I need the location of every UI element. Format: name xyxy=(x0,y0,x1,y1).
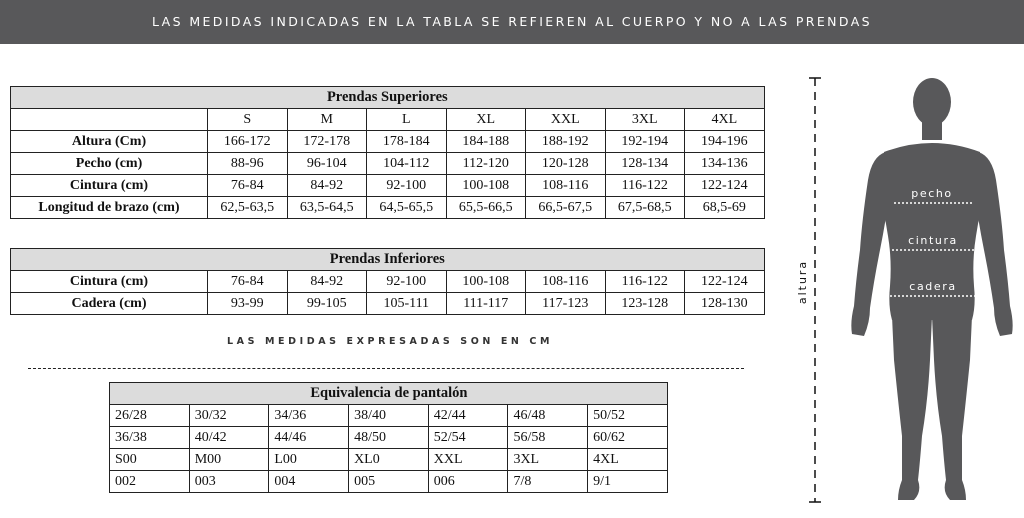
row-label: Altura (Cm) xyxy=(11,131,208,153)
table-cell: 34/36 xyxy=(269,405,349,427)
table-cell: 104-112 xyxy=(367,153,447,175)
table-cell: 40/42 xyxy=(189,427,269,449)
table-cell: 172-178 xyxy=(287,131,367,153)
table-cell: 006 xyxy=(428,471,508,493)
table-cell: 120-128 xyxy=(526,153,606,175)
table-cell: 30/32 xyxy=(189,405,269,427)
table-cell: 134-136 xyxy=(685,153,765,175)
height-label: altura xyxy=(796,259,809,305)
waist-label: cintura xyxy=(908,234,958,247)
table-cell: L00 xyxy=(269,449,349,471)
table-cell: 7/8 xyxy=(508,471,588,493)
table-cell: M00 xyxy=(189,449,269,471)
table-cell: 105-111 xyxy=(367,293,447,315)
table-cell: 66,5-67,5 xyxy=(526,197,606,219)
table-cell: 76-84 xyxy=(208,271,288,293)
table-cell: 67,5-68,5 xyxy=(605,197,685,219)
table-cell: 36/38 xyxy=(110,427,190,449)
table-cell: 88-96 xyxy=(208,153,288,175)
table-cell: XXL xyxy=(428,449,508,471)
table-cell: 92-100 xyxy=(367,271,447,293)
table-cell: 194-196 xyxy=(685,131,765,153)
row-label: Longitud de brazo (cm) xyxy=(11,197,208,219)
table-cell: 192-194 xyxy=(605,131,685,153)
table-cell: 178-184 xyxy=(367,131,447,153)
row-label: Cintura (cm) xyxy=(11,271,208,293)
table-cell: 93-99 xyxy=(208,293,288,315)
table-cell: 108-116 xyxy=(526,271,606,293)
row-label: Cadera (cm) xyxy=(11,293,208,315)
pants-equivalence-table xyxy=(109,382,668,493)
size-header: S xyxy=(208,109,288,131)
table-row xyxy=(11,131,765,153)
table-cell: 96-104 xyxy=(287,153,367,175)
table-cell: 4XL xyxy=(588,449,668,471)
table-cell: 128-134 xyxy=(605,153,685,175)
table-cell: 116-122 xyxy=(605,175,685,197)
table-row xyxy=(110,405,668,427)
table-cell: 002 xyxy=(110,471,190,493)
body-silhouette-figure xyxy=(780,60,1024,516)
table-cell: 52/54 xyxy=(428,427,508,449)
table-cell: 60/62 xyxy=(588,427,668,449)
table-cell: 62,5-63,5 xyxy=(208,197,288,219)
table-cell: 188-192 xyxy=(526,131,606,153)
units-note: LAS MEDIDAS EXPRESADAS SON EN CM xyxy=(226,336,554,347)
table-cell: 44/46 xyxy=(269,427,349,449)
size-header: XL xyxy=(446,109,526,131)
chest-label: pecho xyxy=(911,187,953,200)
table-cell: 003 xyxy=(189,471,269,493)
lower-garments-title: Prendas Inferiores xyxy=(11,249,765,271)
upper-garments-table xyxy=(10,86,765,219)
table-row xyxy=(11,271,765,293)
header-banner: LAS MEDIDAS INDICADAS EN LA TABLA SE REFIEREN AL CUERPO Y NO A LAS PRENDAS xyxy=(0,0,1024,44)
table-row xyxy=(11,175,765,197)
table-cell: 128-130 xyxy=(685,293,765,315)
pants-equivalence-title: Equivalencia de pantalón xyxy=(110,383,668,405)
table-cell: 3XL xyxy=(508,449,588,471)
table-cell: 108-116 xyxy=(526,175,606,197)
table-cell: 100-108 xyxy=(446,175,526,197)
table-cell: 117-123 xyxy=(526,293,606,315)
table-cell: 38/40 xyxy=(349,405,429,427)
table-cell: 68,5-69 xyxy=(685,197,765,219)
size-header-blank xyxy=(11,109,208,131)
table-cell: 166-172 xyxy=(208,131,288,153)
table-cell: 65,5-66,5 xyxy=(446,197,526,219)
table-cell: 92-100 xyxy=(367,175,447,197)
table-row xyxy=(11,293,765,315)
table-cell: 005 xyxy=(349,471,429,493)
table-cell: 64,5-65,5 xyxy=(367,197,447,219)
table-cell: 63,5-64,5 xyxy=(287,197,367,219)
table-cell: 9/1 xyxy=(588,471,668,493)
lower-garments-table xyxy=(10,248,765,315)
size-header: 4XL xyxy=(685,109,765,131)
size-header: XXL xyxy=(526,109,606,131)
table-cell: S00 xyxy=(110,449,190,471)
table-cell: 76-84 xyxy=(208,175,288,197)
size-header: 3XL xyxy=(605,109,685,131)
table-row xyxy=(11,153,765,175)
table-row xyxy=(110,427,668,449)
height-measure-line xyxy=(809,78,821,502)
table-cell: 116-122 xyxy=(605,271,685,293)
table-cell: 122-124 xyxy=(685,175,765,197)
size-header: M xyxy=(287,109,367,131)
table-cell: 84-92 xyxy=(287,271,367,293)
table-cell: 26/28 xyxy=(110,405,190,427)
hip-label: cadera xyxy=(909,280,957,293)
table-cell: XL0 xyxy=(349,449,429,471)
size-header: L xyxy=(367,109,447,131)
table-cell: 004 xyxy=(269,471,349,493)
table-cell: 46/48 xyxy=(508,405,588,427)
table-row xyxy=(11,197,765,219)
table-cell: 56/58 xyxy=(508,427,588,449)
table-cell: 111-117 xyxy=(446,293,526,315)
table-row xyxy=(110,471,668,493)
table-cell: 84-92 xyxy=(287,175,367,197)
table-cell: 123-128 xyxy=(605,293,685,315)
table-cell: 112-120 xyxy=(446,153,526,175)
dashed-divider xyxy=(28,368,744,369)
table-row xyxy=(110,449,668,471)
table-cell: 50/52 xyxy=(588,405,668,427)
upper-garments-title: Prendas Superiores xyxy=(11,87,765,109)
row-label: Cintura (cm) xyxy=(11,175,208,197)
table-cell: 99-105 xyxy=(287,293,367,315)
table-cell: 184-188 xyxy=(446,131,526,153)
table-cell: 100-108 xyxy=(446,271,526,293)
row-label: Pecho (cm) xyxy=(11,153,208,175)
table-cell: 48/50 xyxy=(349,427,429,449)
table-cell: 122-124 xyxy=(685,271,765,293)
table-cell: 42/44 xyxy=(428,405,508,427)
